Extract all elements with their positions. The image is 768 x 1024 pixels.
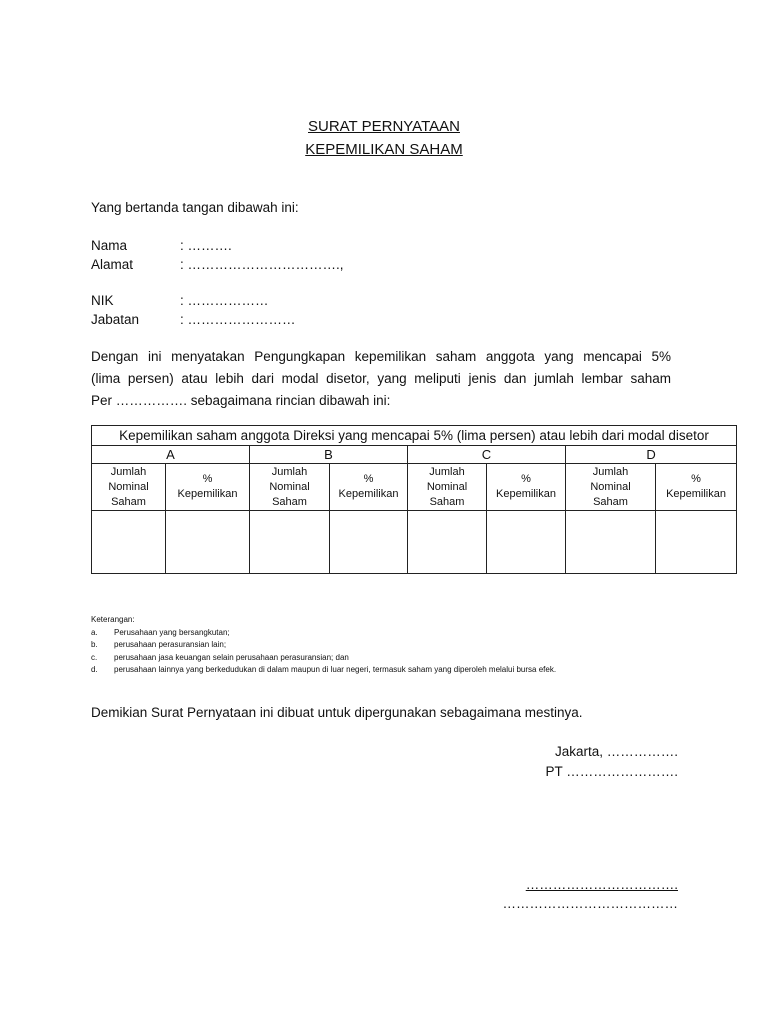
note-mark: d. <box>91 665 98 674</box>
cell-d-amount <box>566 511 656 574</box>
cell-b-percent <box>330 511 408 574</box>
jabatan-value: : …………………… <box>180 312 296 327</box>
jabatan-label: Jabatan <box>91 312 140 327</box>
sub-percent-line: Kepemilikan <box>177 488 238 500</box>
statement-paragraph <box>91 346 671 412</box>
sub-amount-line: Jumlah <box>592 465 629 478</box>
sub-amount-line: Jumlah <box>110 465 147 478</box>
group-b-header: B <box>250 446 408 464</box>
col-d-percent <box>656 464 737 511</box>
sub-amount-line: Jumlah <box>429 465 465 478</box>
group-a-header: A <box>92 446 250 464</box>
note-mark: c. <box>91 652 98 662</box>
sub-percent-line: Kepemilikan <box>666 488 726 500</box>
col-d-amount <box>566 464 656 511</box>
sub-amount-line: Nominal <box>108 480 149 493</box>
sub-amount-line: Saham <box>111 495 146 508</box>
sub-percent-line: % <box>691 473 701 485</box>
alamat-label: Alamat <box>91 257 134 272</box>
note-item <box>91 652 556 665</box>
ownership-table <box>91 425 737 574</box>
sub-amount-line: Saham <box>593 495 628 508</box>
nik-label: NIK <box>91 293 114 308</box>
cell-c-amount <box>408 511 487 574</box>
group-d-header: D <box>566 446 737 464</box>
col-c-percent <box>487 464 566 511</box>
col-a-amount <box>92 464 166 511</box>
document-subtitle: KEPEMILIKAN SAHAM <box>305 141 463 158</box>
note-item <box>91 627 556 640</box>
sub-amount-line: Nominal <box>269 480 310 493</box>
sub-percent-line: Kepemilikan <box>338 488 399 500</box>
note-item <box>91 664 556 677</box>
nik-value: : ……………… <box>180 293 269 308</box>
nama-label: Nama <box>91 238 128 253</box>
sub-amount-line: Saham <box>272 495 307 508</box>
note-text: Perusahaan yang bersangkutan; <box>114 627 230 637</box>
document-title: SURAT PERNYATAAN <box>308 118 460 135</box>
sub-amount-line: Nominal <box>590 480 631 493</box>
sub-percent-line: Kepemilikan <box>496 488 556 500</box>
table-header: Kepemilikan saham anggota Direksi yang mencapai 5% (lima persen) atau lebih dari modal disetor <box>92 426 737 446</box>
cell-c-percent <box>487 511 566 574</box>
group-c-header: C <box>408 446 566 464</box>
sub-percent-line: % <box>202 473 213 485</box>
note-item <box>91 639 556 652</box>
notes-section <box>91 614 556 677</box>
cell-a-amount <box>92 511 166 574</box>
nama-value: : ………. <box>180 238 232 253</box>
closing-statement: Demikian Surat Pernyataan ini dibuat untuk dipergunakan sebagaimana mestinya. <box>91 705 583 720</box>
statement-line-3: Per ……………. sebagaimana rincian dibawah ini: <box>91 393 391 408</box>
statement-line-1: Dengan ini menyatakan Pengungkapan kepemilikan saham anggota yang mencapai 5% <box>91 349 671 364</box>
sub-amount-line: Saham <box>429 495 465 508</box>
cell-a-percent <box>166 511 250 574</box>
sub-amount-line: Jumlah <box>271 465 308 478</box>
statement-line-2: (lima persen) atau lebih dari modal disetor, yang meliputi jenis dan jumlah lembar saham <box>91 371 671 386</box>
company-name: PT ……………………. <box>545 764 678 779</box>
intro-text: Yang bertanda tangan dibawah ini: <box>91 200 299 215</box>
sub-percent-line: % <box>363 473 374 485</box>
place-date: Jakarta, ……………. <box>554 744 678 759</box>
cell-b-amount <box>250 511 330 574</box>
note-text: perusahaan jasa keuangan selain perusahaan perasuransian; dan <box>114 652 349 662</box>
col-b-amount <box>250 464 330 511</box>
col-c-amount <box>408 464 487 511</box>
cell-d-percent <box>656 511 737 574</box>
sub-percent-line: % <box>521 473 531 485</box>
note-text: perusahaan perasuransian lain; <box>114 640 227 649</box>
notes-title: Keterangan: <box>91 615 135 624</box>
note-text: perusahaan lainnya yang berkedudukan di dalam maupun di luar negeri, termasuk saham yang diperoleh melalui bursa efek. <box>114 665 557 674</box>
note-mark: b. <box>91 640 98 649</box>
note-mark: a. <box>91 627 98 637</box>
alamat-value: : ……………………………., <box>180 257 344 272</box>
signature-title: ………………………………… <box>502 896 678 911</box>
col-a-percent <box>166 464 250 511</box>
col-b-percent <box>330 464 408 511</box>
sub-amount-line: Nominal <box>426 480 468 493</box>
signature-name: ……………………………. <box>525 877 678 892</box>
